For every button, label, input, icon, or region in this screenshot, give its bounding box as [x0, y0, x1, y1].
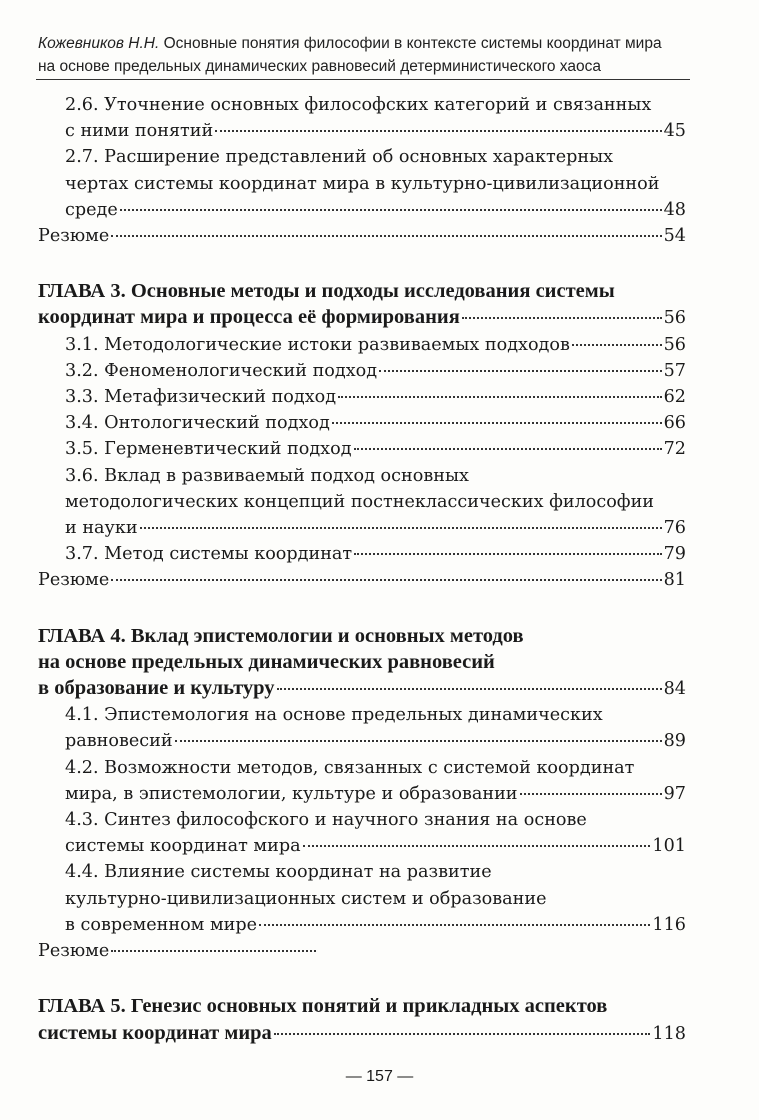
- toc-entry-summary: [38, 938, 686, 964]
- dot-leader: [462, 317, 662, 319]
- toc-page-number: 56: [663, 334, 686, 355]
- toc-page-number: 84: [663, 679, 686, 700]
- toc-entry-text: равновесий: [65, 731, 173, 752]
- toc-entry-text: 4.1. Эпистемология на основе предельных динамических: [65, 705, 603, 726]
- toc-entry-summary: [38, 223, 686, 249]
- header-title-line2: на основе предельных динамических равновесий детерминистического хаоса: [38, 58, 601, 75]
- toc-entry-text: 3.6. Вклад в развиваемый подход основных: [65, 465, 469, 486]
- toc-page-number: 45: [663, 121, 686, 142]
- toc-entry-text: культурно-цивилизационных систем и образование: [65, 888, 547, 909]
- dot-leader: [274, 1033, 651, 1035]
- dot-leader: [215, 130, 661, 132]
- toc-entry-sub: [38, 384, 686, 410]
- toc-entry-text: и науки: [65, 518, 138, 539]
- toc-entry-text: среде: [65, 199, 118, 220]
- toc-entry-text: 3.3. Метафизический подход: [65, 387, 337, 408]
- toc-entry-text: в современном мире: [65, 914, 258, 935]
- toc-entry-text: ГЛАВА 5. Генезис основных понятий и прикладных аспектов: [38, 995, 608, 1018]
- dot-leader: [111, 235, 661, 237]
- toc-entry-sub: [38, 358, 686, 384]
- toc-page-number: 48: [663, 199, 686, 220]
- toc-page-number: 89: [663, 731, 686, 752]
- dot-leader: [520, 793, 662, 795]
- toc-entry-text: 2.7. Расширение представлений об основных характерных: [65, 147, 614, 168]
- toc-page-number: 97: [663, 783, 686, 804]
- toc-entry-text: с ними понятий: [65, 121, 214, 142]
- header-author: Кожевников Н.Н.: [38, 35, 160, 52]
- toc-entry-text: в образование и культуру: [38, 677, 275, 700]
- dot-leader: [277, 688, 662, 690]
- toc-entry-chapter: [38, 623, 686, 703]
- toc-entry-text: ГЛАВА 3. Основные методы и подходы исследования системы: [38, 280, 615, 303]
- toc-entry-chapter: [38, 278, 686, 331]
- running-header: [38, 32, 688, 78]
- toc-entry-text: 4.3. Синтез философского и научного знания на основе: [65, 810, 587, 831]
- dot-leader: [354, 448, 662, 450]
- toc-entry-text: Резюме: [38, 941, 110, 962]
- dot-leader: [111, 950, 316, 952]
- dot-leader: [332, 422, 662, 424]
- toc-page-number: 66: [663, 413, 686, 434]
- toc-entry-sub: [38, 436, 686, 462]
- toc-page-number: 81: [663, 570, 686, 591]
- dot-leader: [572, 344, 662, 346]
- table-of-contents: [38, 92, 686, 1047]
- header-rule: [36, 79, 690, 80]
- header-title-line1: Основные понятия философии в контексте системы координат мира: [163, 35, 662, 52]
- toc-entry-sub: [38, 859, 686, 938]
- toc-page-number: 54: [663, 226, 686, 247]
- dot-leader: [338, 396, 662, 398]
- toc-entry-text: 2.6. Уточнение основных философских категорий и связанных: [65, 95, 652, 115]
- toc-entry-text: 3.5. Герменевтический подход: [65, 439, 352, 460]
- toc-page-number: 57: [663, 360, 686, 381]
- toc-entry-sub: [38, 92, 686, 144]
- toc-page-number: 62: [663, 387, 686, 408]
- dot-leader: [175, 740, 662, 742]
- toc-entry-sub: [38, 144, 686, 223]
- toc-entry-text: 4.2. Возможности методов, связанных с системой координат: [65, 757, 635, 778]
- toc-entry-text: 3.1. Методологические истоки развиваемых подходов: [65, 334, 570, 355]
- toc-entry-text: методологических концепций постнеклассических философии: [65, 491, 655, 512]
- toc-entry-text: системы координат мира: [65, 836, 301, 857]
- toc-entry-text: 3.7. Метод системы координат: [65, 544, 353, 565]
- toc-entry-text: ГЛАВА 4. Вклад эпистемологии и основных методов: [38, 624, 524, 647]
- toc-entry-sub: [38, 807, 686, 859]
- toc-page-number: 76: [663, 518, 686, 539]
- page-number: — 157 —: [345, 1068, 414, 1085]
- toc-entry-sub: [38, 332, 686, 358]
- dot-leader: [379, 370, 662, 372]
- toc-entry-sub: [38, 702, 686, 754]
- toc-page-number: 79: [663, 544, 686, 565]
- toc-entry-text: на основе предельных динамических равновесий: [38, 650, 495, 673]
- toc-entry-text: чертах системы координат мира в культурно-цивилизационной: [65, 173, 660, 194]
- toc-entry-text: системы координат мира: [38, 1021, 272, 1044]
- toc-entry-summary: [38, 567, 686, 593]
- dot-leader: [120, 209, 662, 211]
- toc-entry-text: 4.4. Влияние системы координат на развитие: [65, 862, 492, 883]
- toc-page-number: 116: [652, 914, 686, 935]
- dot-leader: [303, 845, 651, 847]
- toc-entry-sub: [38, 410, 686, 436]
- toc-page-number: 101: [652, 836, 686, 857]
- toc-page-number: 118: [652, 1023, 686, 1044]
- dot-leader: [111, 579, 661, 581]
- toc-entry-sub: [38, 541, 686, 567]
- toc-entry-text: мира, в эпистемологии, культуре и образовании: [65, 783, 518, 804]
- toc-entry-text: координат мира и процесса её формирования: [38, 306, 460, 329]
- toc-entry-text: 3.4. Онтологический подход: [65, 413, 330, 434]
- dot-leader: [354, 553, 661, 555]
- toc-page-number: 72: [663, 439, 686, 460]
- toc-entry-chapter: [38, 993, 686, 1046]
- toc-entry-text: Резюме: [38, 226, 110, 247]
- toc-entry-sub: [38, 463, 686, 542]
- toc-page-number: 56: [663, 308, 686, 329]
- toc-entry-text: Резюме: [38, 570, 110, 591]
- toc-entry-text: 3.2. Феноменологический подход: [65, 360, 378, 381]
- dot-leader: [140, 527, 662, 529]
- dot-leader: [259, 924, 650, 926]
- toc-entry-sub: [38, 755, 686, 807]
